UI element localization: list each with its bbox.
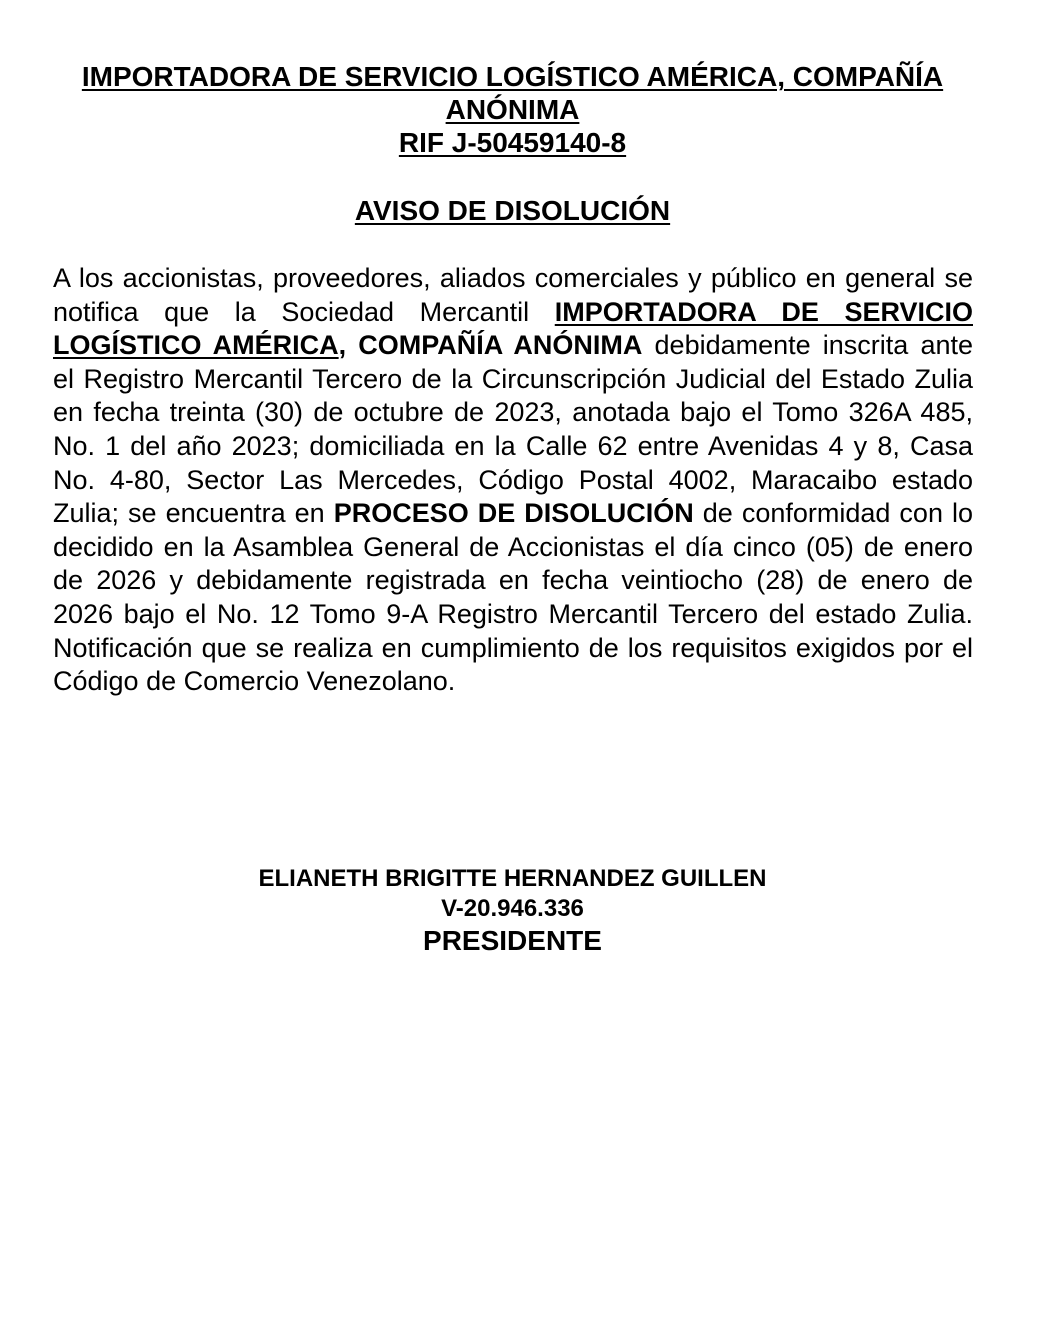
signature-block — [40, 864, 985, 958]
rif-number: RIF J-50459140-8 — [398, 127, 627, 158]
body-part2: debidamente inscrita ante el Registro Mercantil Tercero de la Circunscripción Judicial del Estado Zulia en fecha treinta (30) de octubre de 2023, anotada bajo el Tomo 326A 485, No. 1 del año 2023; domiciliada en la Calle 62 entre Avenidas 4 y 8, Casa No. 4-80, Sector Las Mercedes, Código Postal 4002, Maracaibo estado Zulia; se encuentra en — [53, 330, 974, 529]
body-company-type: COMPAÑÍA ANÓNIMA — [358, 330, 643, 361]
body-company-separator: , — [338, 330, 359, 361]
rif-heading — [40, 126, 985, 159]
body-process-status: PROCESO DE DISOLUCIÓN — [333, 498, 694, 529]
notice-title — [40, 194, 985, 227]
body-part3: de conformidad con lo decidido en la Asamblea General de Accionistas el día cinco (05) de enero de 2026 y debidamente registrada en fecha veintiocho (28) de enero de 2026 bajo el No. 12 Tomo 9-A Registro Mercantil Tercero del estado Zulia. Notificación que se realiza en cumplimiento de los requisitos exigidos por el Código de Comercio Venezolano. — [53, 498, 973, 697]
company-name-line2: ANÓNIMA — [445, 94, 580, 125]
signatory-role: PRESIDENTE — [423, 925, 602, 956]
document-header — [40, 60, 985, 159]
notice-title-text: AVISO DE DISOLUCIÓN — [354, 195, 671, 226]
signatory-id: V-20.946.336 — [441, 895, 584, 922]
company-name-heading — [40, 60, 985, 93]
notice-body — [53, 262, 973, 699]
body-company-name: IMPORTADORA DE SERVICIO LOGÍSTICO AMÉRICA — [53, 296, 973, 361]
body-part1: A los accionistas, proveedores, aliados comerciales y público en general se notifica que la Sociedad Mercantil — [53, 263, 973, 327]
signatory-name: ELIANETH BRIGITTE HERNANDEZ GUILLEN — [258, 865, 767, 892]
company-name-heading-line2 — [40, 93, 985, 126]
company-name-line1: IMPORTADORA DE SERVICIO LOGÍSTICO AMÉRICA, COMPAÑÍA — [81, 61, 944, 92]
